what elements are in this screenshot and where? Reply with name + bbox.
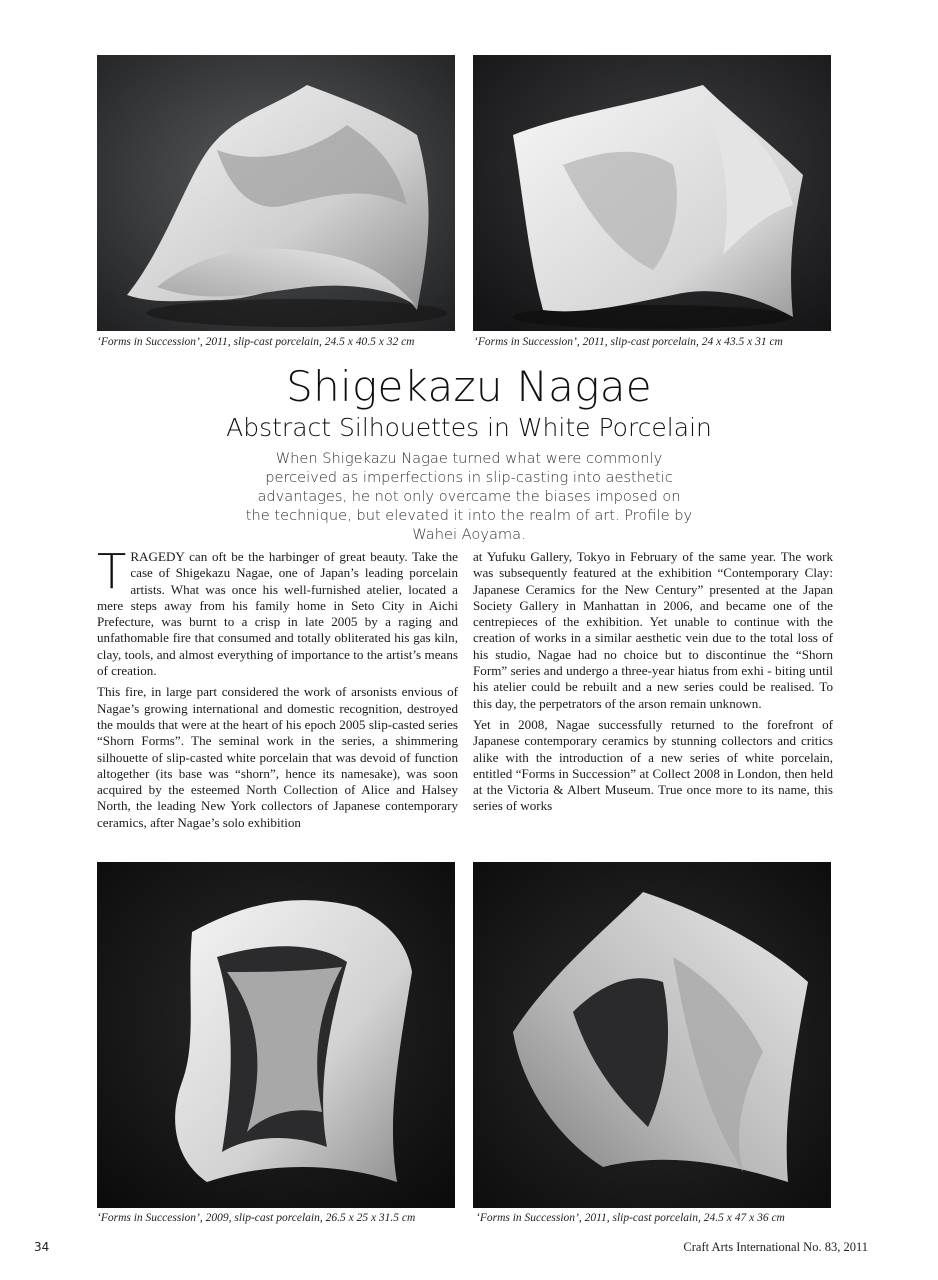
caption-top-left: ‘Forms in Succession’, 2011, slip-cast porcelain, 24.5 x 40.5 x 32 cm <box>97 336 415 348</box>
photo-bottom-right <box>473 862 831 1208</box>
caption-top-right: ‘Forms in Succession’, 2011, slip-cast porcelain, 24 x 43.5 x 31 cm <box>474 336 783 348</box>
article-subtitle: Abstract Silhouettes in White Porcelain <box>226 413 712 442</box>
article-title: Shigekazu Nagae <box>286 362 652 411</box>
article-column-left <box>97 544 458 836</box>
article-paragraph-2: This fire, in large part considered the work of arsonists envious of Nagae’s growing international and domestic recognition, destroyed the moulds that were at the heart of his epoch 2005 slip-casted series “Shorn Forms”. The seminal work in the series, a shimmering silhouette of slip-casted white porcelain that was devoid of function altogether (its base was “shorn”, hence its namesake), was soon acquired by the esteemed North Collection of Alice and Halsey North, the leading New York collectors of Japanese contemporary ceramics, after Nagae’s solo exhibition <box>97 684 458 830</box>
page-number: 34 <box>34 1240 50 1254</box>
photo-top-left <box>97 55 455 331</box>
paragraph-1-text: RAGEDY can oft be the harbinger of great beauty. Take the case of Shigekazu Nagae, one of Japan’s leading porcelain artists. What was once his well-furnished atelier, located a mere steps away from his family home in Seto City in Aichi Prefecture, was burnt to a crisp in late 2005 by a raging and unfathomable fire that consumed and totally obliterated his gas kiln, clay, tools, and almost everything of importance to the artist’s means of creation. <box>97 549 458 679</box>
photo-bottom-left <box>97 862 455 1208</box>
porcelain-sculpture-image <box>97 862 455 1208</box>
article-intro: When Shigekazu Nagae turned what were commonly perceived as imperfections in slip-casting into aesthetic advantages, he not only overcame the biases imposed on the technique, but elevated it into the realm of art. Profile by Wahei Aoyama. <box>245 450 693 543</box>
porcelain-sculpture-image <box>473 55 831 331</box>
article-paragraph-3: at Yufuku Gallery, Tokyo in February of the same year. The work was subsequently featured at the exhibition “Contemporary Clay: Japanese Ceramics for the New Century” presented at the Japan Society Gallery in Manhattan in 2006, and became one of the centrepieces of the exhibition. Yet unable to continue with the creation of works in a similar aesthetic vein due to the total loss of his studio, Nagae had no choice but to discontinue the “Shorn Form” series and undergo a three-year hiatus from exhi - biting until his atelier could be rebuilt and a new series could be realised. To this day, the perpetrators of the arson remain unknown. <box>473 549 833 711</box>
article-paragraph-4: Yet in 2008, Nagae successfully returned to the forefront of Japanese contemporary ceramics by stunning collectors and critics alike with the introduction of a new series of white porcelain, entitled “Forms in Succession” at Collect 2008 in London, then held at the Victoria & Albert Museum. True once more to its name, this series of works <box>473 716 833 814</box>
caption-bottom-left: ‘Forms in Succession’, 2009, slip-cast porcelain, 26.5 x 25 x 31.5 cm <box>97 1212 416 1224</box>
porcelain-sculpture-image <box>97 55 455 331</box>
photo-top-right <box>473 55 831 331</box>
drop-cap: T <box>97 544 127 600</box>
porcelain-sculpture-image <box>473 862 831 1208</box>
article-paragraph-1 <box>97 544 458 679</box>
article-column-right <box>473 549 833 820</box>
caption-bottom-right: ‘Forms in Succession’, 2011, slip-cast porcelain, 24.5 x 47 x 36 cm <box>476 1212 785 1224</box>
magazine-issue: Craft Arts International No. 83, 2011 <box>683 1240 868 1254</box>
